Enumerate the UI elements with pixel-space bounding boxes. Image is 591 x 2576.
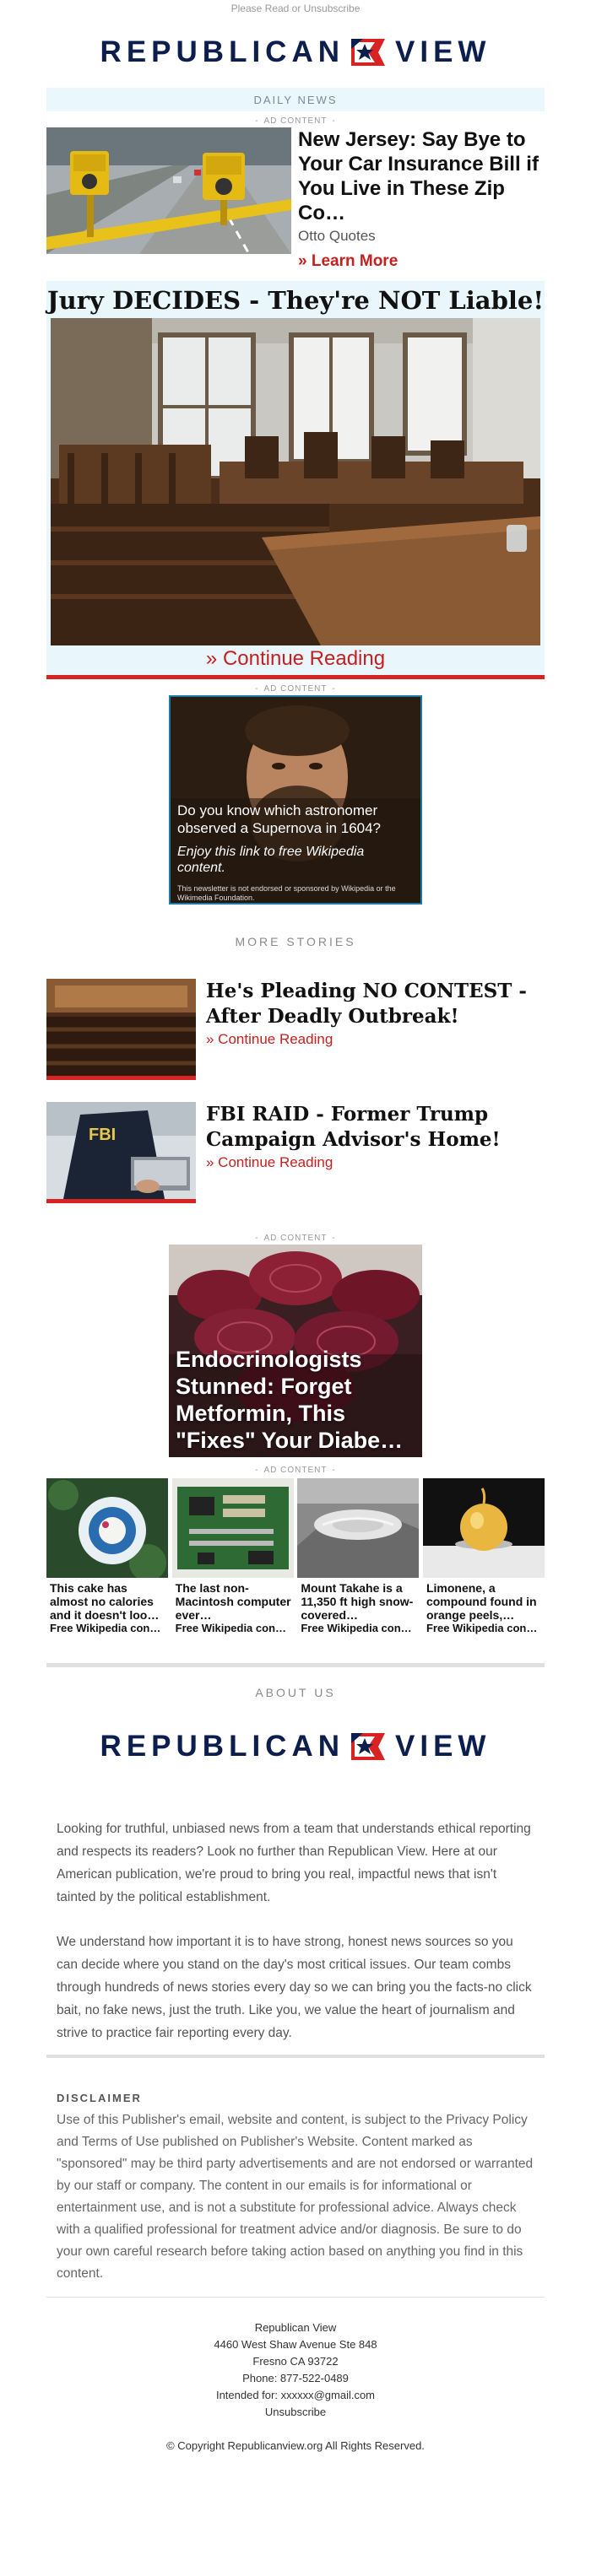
logo-word-right: VIEW	[395, 35, 491, 68]
disclaimer-heading: DISCLAIMER	[57, 2092, 142, 2104]
story-item[interactable]	[46, 979, 545, 1080]
grid-item-title-link[interactable]: Mount Takahe is a 11,350 ft high snow-covered…	[301, 1581, 414, 1622]
grid-item-title-link[interactable]: This cake has almost no calories and it doesn't loo…	[50, 1581, 160, 1622]
sponsored-ad[interactable]	[46, 127, 545, 271]
grid-item[interactable]	[172, 1478, 294, 1634]
content-grid	[46, 1478, 545, 1634]
featured-headline-link[interactable]: Jury DECIDES - They're NOT Liable!	[46, 286, 545, 315]
speed-camera-image[interactable]	[46, 127, 291, 254]
preheader-link[interactable]: Please Read or Unsubscribe	[230, 3, 361, 14]
star-flag-logo-icon	[350, 1728, 387, 1765]
footer-city: Fresno CA 93722	[252, 2355, 339, 2368]
ad-label-text: AD CONTENT	[263, 684, 328, 694]
header-logo[interactable]	[46, 22, 545, 83]
svg-text:FBI: FBI	[89, 1126, 117, 1144]
story-continue-link[interactable]: » Continue Reading	[206, 1154, 333, 1170]
grid-item[interactable]	[423, 1478, 545, 1634]
copyright: © Copyright Republicanview.org All Rights Reserved.	[166, 2439, 425, 2452]
grid-item[interactable]	[46, 1478, 168, 1634]
featured-story[interactable]	[46, 281, 545, 679]
fbi-agent-thumbnail[interactable]	[46, 1102, 196, 1203]
ad-label-text: AD CONTENT	[263, 1466, 328, 1475]
lemon-image[interactable]	[423, 1478, 545, 1578]
footer-address	[46, 2319, 545, 2421]
footer-phone: Phone: 877-522-0489	[242, 2372, 349, 2384]
grid-item-source: Free Wikipedia con…	[301, 1622, 412, 1634]
ad-disclaimer: This newsletter is not endorsed or sponsored by Wikipedia or the Wikimedia Foundation.	[177, 884, 396, 902]
wikipedia-astronomer-ad[interactable]	[169, 695, 422, 905]
courtroom-thumbnail[interactable]	[46, 979, 196, 1080]
logo-word-left: REPUBLICAN	[100, 1730, 344, 1763]
section-divider	[46, 1663, 545, 1667]
ad-label-text: AD CONTENT	[263, 116, 328, 126]
grid-item-title-link[interactable]: The last non-Macintosh computer ever…	[175, 1581, 291, 1622]
footer-intended-for: Intended for: xxxxxx@gmail.com	[215, 2389, 376, 2401]
health-ad-headline-link[interactable]: Endocrinologists Stunned: Forget Metformin, This "Fixes" Your Diabe…	[176, 1347, 404, 1453]
ad-content-label: - AD CONTENT -	[255, 684, 336, 694]
story-continue-link[interactable]: » Continue Reading	[206, 1031, 333, 1047]
ad-label-text: AD CONTENT	[263, 1234, 328, 1243]
disclaimer-text: Use of this Publisher's email, website and content, is subject to the Privacy Policy and Terms of Use published on Publisher's Website. Content marked as "sponsored" may be third party advertisements and are not endorsed or warranted by our staff or company. The content in our emails is for informational or entertainment use, and is not a substitute for professional advice. Always check with a qualified professional for treatment advice and/or diagnosis. Be sure to do your own careful research before taking action based on anything you find in this content.	[57, 2113, 534, 2281]
ad-enjoy-link[interactable]: Enjoy this link to free Wikipedia content.	[177, 845, 365, 875]
grid-item-source: Free Wikipedia con…	[50, 1622, 161, 1634]
star-flag-logo-icon	[350, 34, 387, 71]
ad-source: Otto Quotes	[298, 228, 376, 244]
more-stories-heading: MORE STORIES	[235, 935, 356, 948]
ad-content-label: - AD CONTENT -	[255, 1234, 336, 1243]
grid-item-title-link[interactable]: Limonene, a compound found in orange peels,…	[426, 1581, 537, 1622]
story-headline-link[interactable]: He's Pleading NO CONTEST - After Deadly Outbreak!	[206, 980, 527, 1028]
about-heading: ABOUT US	[255, 1686, 336, 1699]
story-headline-link[interactable]: FBI RAID - Former Trump Campaign Advisor's Home!	[206, 1103, 501, 1151]
grid-item-source: Free Wikipedia con…	[175, 1622, 287, 1634]
ad-content-label: - AD CONTENT -	[255, 1466, 336, 1475]
grid-item[interactable]	[297, 1478, 419, 1634]
logo-word-right: VIEW	[395, 1730, 491, 1763]
story-item[interactable]	[46, 1102, 545, 1203]
logo-word-left: REPUBLICAN	[100, 35, 344, 68]
mountain-image[interactable]	[297, 1478, 419, 1578]
continue-reading-link[interactable]: » Continue Reading	[205, 647, 386, 670]
footer-company-name: Republican View	[254, 2321, 337, 2334]
grid-item-source: Free Wikipedia con…	[426, 1622, 538, 1634]
footer-divider	[46, 2297, 545, 2298]
cake-image[interactable]	[46, 1478, 168, 1578]
ad-content-label: - AD CONTENT -	[255, 116, 336, 126]
red-divider	[46, 675, 545, 679]
health-ad[interactable]	[169, 1245, 422, 1457]
unsubscribe-link[interactable]: Unsubscribe	[264, 2406, 327, 2418]
courtroom-image[interactable]	[51, 318, 540, 645]
footer-street: 4460 West Shaw Avenue Ste 848	[214, 2338, 377, 2351]
learn-more-link[interactable]: » Learn More	[298, 252, 399, 270]
daily-news-bar: DAILY NEWS	[46, 88, 545, 111]
section-divider	[46, 2055, 545, 2058]
ad-headline-link[interactable]: New Jersey: Say Bye to Your Car Insurance Bill if You Live in These Zip Co…	[298, 128, 539, 224]
about-logo[interactable]	[46, 1716, 545, 1777]
about-paragraph: Looking for truthful, unbiased news from a team that understands ethical reporting and respects its readers? Look no further than Republican View. Here at our American publication, we're proud to bring you real, impactful news that isn't tainted by the political establishment.	[57, 1822, 531, 1904]
about-paragraph: We understand how important it is to have strong, honest news sources so you can decide where you stand on the day's most critical issues. Our team combs through hundreds of news stories every day so we can bring you the facts-no click bait, no fake news, just the truth. Like you, we value the heart of journalism and strive to practice fair reporting every day.	[57, 1935, 532, 2040]
motherboard-image[interactable]	[172, 1478, 294, 1578]
ad-question: Do you know which astronomer observed a Supernova in 1604?	[177, 802, 382, 836]
